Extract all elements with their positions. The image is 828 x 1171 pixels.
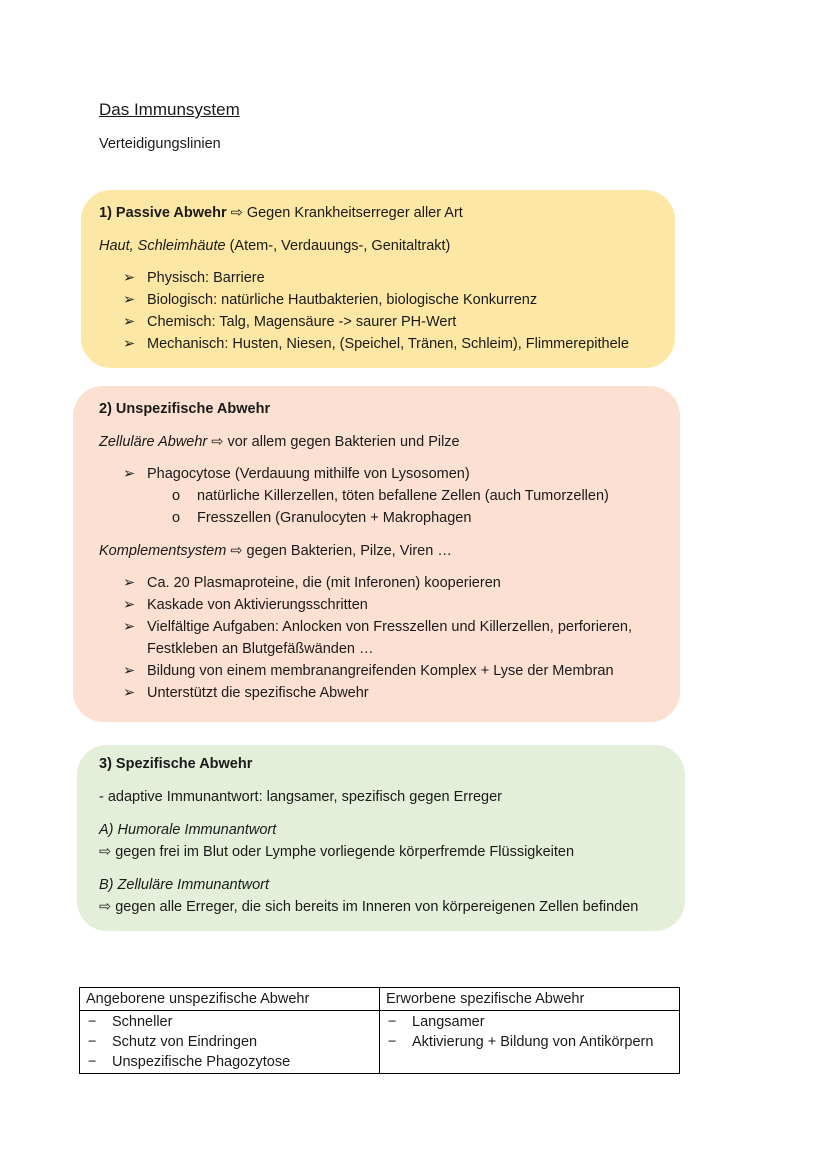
passive-intro-italic: Haut, Schleimhäute: [99, 238, 226, 254]
cellular-defense-list: [99, 463, 654, 529]
complement-system-list: [99, 572, 654, 704]
passive-list: [99, 267, 657, 355]
dash-bullet-icon: −: [88, 1014, 97, 1030]
arrowhead-bullet-icon: ➢: [123, 292, 136, 308]
list-item-text: Aktivierung + Bildung von Antikörpern: [412, 1034, 654, 1050]
humoral-text: gegen frei im Blut oder Lymphe vorliegende körperfremde Flüssigkeiten: [115, 844, 575, 860]
cellular-defense-line: [99, 431, 654, 453]
specific-heading: 3) Spezifische Abwehr: [99, 756, 253, 772]
complement-system-italic: Komplementsystem: [99, 543, 227, 559]
list-item: [99, 660, 654, 682]
list-item: [99, 616, 654, 660]
arrowhead-bullet-icon: ➢: [123, 466, 136, 482]
passive-intro: [99, 235, 657, 257]
arrowhead-bullet-icon: ➢: [123, 663, 136, 679]
passive-defense-box: [81, 190, 675, 368]
list-item: [99, 333, 657, 355]
adaptive-response-line: - adaptive Immunantwort: langsamer, spezifisch gegen Erreger: [99, 789, 502, 805]
list-item-text: Schneller: [112, 1014, 173, 1030]
list-item-text: Ca. 20 Plasmaproteine, die (mit Inferonen) kooperieren: [147, 575, 501, 591]
cellular-defense-rest: vor allem gegen Bakterien und Pilze: [227, 434, 460, 450]
cellular-response-text-line: [99, 896, 663, 918]
arrow-icon: ⇨: [99, 899, 112, 915]
table-cell-innate: [80, 1011, 380, 1074]
cellular-sublist: [147, 485, 654, 529]
passive-intro-rest: (Atem-, Verdauungs-, Genitaltrakt): [225, 238, 451, 254]
dash-bullet-icon: −: [388, 1014, 397, 1030]
arrowhead-bullet-icon: ➢: [123, 619, 136, 635]
dash-bullet-icon: −: [88, 1054, 97, 1070]
list-item: [386, 1012, 673, 1032]
list-item: [86, 1012, 373, 1032]
arrow-icon: ⇨: [211, 434, 224, 450]
sublist-item-text: natürliche Killerzellen, töten befallene Zellen (auch Tumorzellen): [197, 488, 609, 504]
list-item: [86, 1052, 373, 1072]
list-item-text: Unspezifische Phagozytose: [112, 1054, 291, 1070]
list-item: [99, 267, 657, 289]
arrowhead-bullet-icon: ➢: [123, 575, 136, 591]
sublist-item: [147, 507, 654, 529]
list-item: [99, 311, 657, 333]
arrowhead-bullet-icon: ➢: [123, 685, 136, 701]
arrowhead-bullet-icon: ➢: [123, 336, 136, 352]
arrowhead-bullet-icon: ➢: [123, 314, 136, 330]
cellular-response-title-text: B) Zelluläre Immunantwort: [99, 877, 270, 893]
list-item-text: Langsamer: [412, 1014, 485, 1030]
complement-system-line: [99, 540, 654, 562]
sublist-item: [147, 485, 654, 507]
list-item-text: Kaskade von Aktivierungsschritten: [147, 597, 368, 613]
list-item-text: Phagocytose (Verdauung mithilfe von Lysosomen): [147, 466, 470, 482]
dash-bullet-icon: −: [388, 1034, 397, 1050]
list-item: [99, 463, 654, 529]
humoral-title: [99, 819, 663, 841]
page-title: Das Immunsystem: [99, 100, 240, 119]
list-item-text: Bildung von einem membranangreifenden Komplex + Lyse der Membran: [147, 663, 614, 679]
cellular-defense-italic: Zelluläre Abwehr: [99, 434, 208, 450]
passive-heading-rest: Gegen Krankheitserreger aller Art: [246, 205, 463, 221]
arrow-icon: ⇨: [99, 844, 112, 860]
list-item-text: Biologisch: natürliche Hautbakterien, biologische Konkurrenz: [147, 292, 538, 308]
table-cell-acquired: [380, 1011, 680, 1074]
dash-bullet-icon: −: [88, 1034, 97, 1050]
acquired-list: [386, 1012, 673, 1052]
cellular-response-text: gegen alle Erreger, die sich bereits im Inneren von körpereigenen Zellen befinden: [115, 899, 639, 915]
list-item-text: Chemisch: Talg, Magensäure -> saurer PH-Wert: [147, 314, 457, 330]
arrowhead-bullet-icon: ➢: [123, 270, 136, 286]
specific-defense-box: [77, 745, 685, 931]
table-header-acquired: Erworbene spezifische Abwehr: [380, 988, 680, 1011]
arrowhead-bullet-icon: ➢: [123, 597, 136, 613]
humoral-text-line: [99, 841, 663, 863]
circle-bullet-icon: o: [172, 510, 181, 526]
passive-heading: 1) Passive Abwehr: [99, 205, 227, 221]
sublist-item-text: Fresszellen (Granulocyten + Makrophagen: [197, 510, 472, 526]
list-item: [99, 594, 654, 616]
list-item: [86, 1032, 373, 1052]
list-item: [99, 572, 654, 594]
list-item-text: Mechanisch: Husten, Niesen, (Speichel, Tränen, Schleim), Flimmerepithele: [147, 336, 629, 352]
list-item: [99, 682, 654, 704]
humoral-title-text: A) Humorale Immunantwort: [99, 822, 277, 838]
comparison-table: [79, 987, 680, 1074]
list-item: [99, 289, 657, 311]
list-item-text: Unterstützt die spezifische Abwehr: [147, 685, 369, 701]
unspecific-heading: 2) Unspezifische Abwehr: [99, 401, 271, 417]
passive-heading-line: [99, 202, 657, 224]
list-item-text: Physisch: Barriere: [147, 270, 265, 286]
unspecific-defense-box: [73, 386, 680, 722]
list-item-text: Vielfältige Aufgaben: Anlocken von Fresszellen und Killerzellen, perforieren, Festkleben an Blutgefäßwänden …: [147, 619, 632, 657]
complement-system-rest: gegen Bakterien, Pilze, Viren …: [246, 543, 452, 559]
table-header-row: [80, 988, 680, 1011]
list-item: [386, 1032, 673, 1052]
page-subtitle: Verteidigungslinien: [99, 136, 221, 152]
arrow-icon: ⇨: [230, 543, 243, 559]
list-item-text: Schutz von Eindringen: [112, 1034, 258, 1050]
table-header-innate: Angeborene unspezifische Abwehr: [80, 988, 380, 1011]
cellular-response-title: [99, 874, 663, 896]
circle-bullet-icon: o: [172, 488, 181, 504]
innate-list: [86, 1012, 373, 1072]
arrow-icon: ⇨: [230, 205, 243, 221]
table-row: [80, 1011, 680, 1074]
